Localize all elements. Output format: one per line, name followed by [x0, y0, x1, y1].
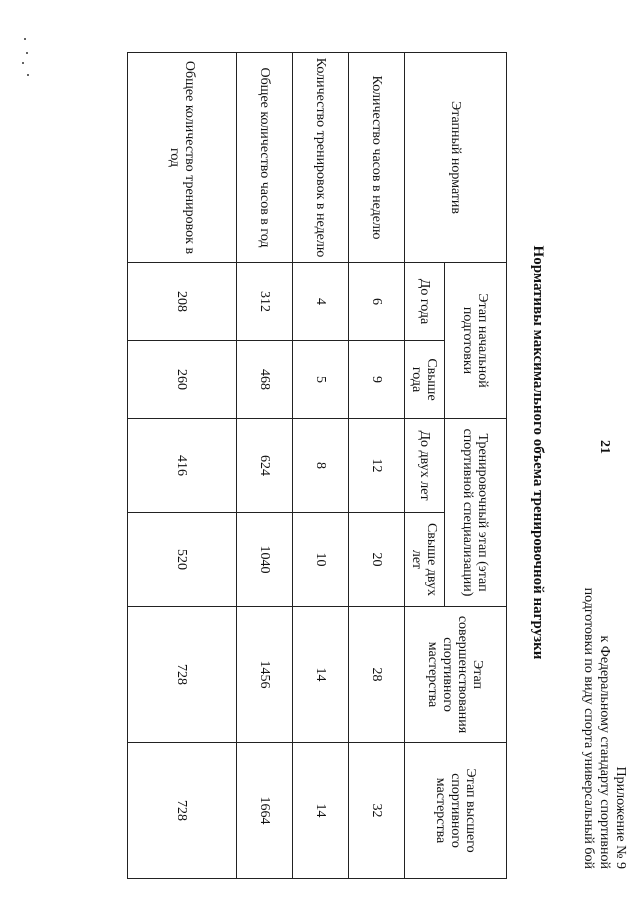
subheader-initial-2: Свыше года — [405, 341, 445, 419]
page-number: 21 — [597, 440, 612, 454]
table-row — [292, 53, 348, 879]
table-cell: 9 — [348, 341, 404, 419]
table-cell: 4 — [292, 263, 348, 341]
table-cell: 624 — [236, 419, 292, 513]
subheader-training-2: Свыше двух лет — [405, 513, 445, 607]
table-cell: 1040 — [236, 513, 292, 607]
row-label: Общее количество часов в год — [236, 53, 292, 263]
table-cell: 5 — [292, 341, 348, 419]
subheader-training-1: До двух лет — [405, 419, 445, 513]
header-stage-initial: Этап начальной подготовки — [445, 263, 507, 419]
header-stage-improvement: Этап совершенствования спортивного мастерства — [405, 607, 507, 743]
table-cell: 8 — [292, 419, 348, 513]
page-title: Нормативы максимального объема тренировочной нагрузки — [530, 245, 546, 660]
table-cell: 1664 — [236, 743, 292, 879]
table-cell: 728 — [128, 743, 237, 879]
table-cell: 10 — [292, 513, 348, 607]
table-cell: 1456 — [236, 607, 292, 743]
table-cell: 14 — [292, 607, 348, 743]
appendix-line: Приложение № 9 — [613, 766, 628, 869]
header-stage-highest: Этап высшего спортивного мастерства — [405, 743, 507, 879]
table-row — [128, 53, 237, 879]
training-load-table — [127, 52, 507, 879]
subheader-initial-1: До года — [405, 263, 445, 341]
table-cell: 14 — [292, 743, 348, 879]
row-label: Количество тренировок в неделю — [292, 53, 348, 263]
row-label: Общее количество тренировок в год — [128, 53, 237, 263]
table-cell: 32 — [348, 743, 404, 879]
table-cell: 312 — [236, 263, 292, 341]
appendix-line: к Федеральному стандарту спортивной — [597, 635, 612, 869]
table-cell: 520 — [128, 513, 237, 607]
table-cell: 728 — [128, 607, 237, 743]
table-cell: 6 — [348, 263, 404, 341]
appendix-note — [580, 588, 628, 869]
table-cell: 260 — [128, 341, 237, 419]
table-row — [348, 53, 404, 879]
appendix-line: подготовки по виду спорта универсальный бой — [581, 587, 596, 869]
table-row — [236, 53, 292, 879]
table-cell: 12 — [348, 419, 404, 513]
header-row — [445, 53, 507, 879]
table-cell: 468 — [236, 341, 292, 419]
table-cell: 416 — [128, 419, 237, 513]
header-stage-training: Тренировочный этап (этап спортивной специализации) — [445, 419, 507, 607]
table-cell: 20 — [348, 513, 404, 607]
table-cell: 28 — [348, 607, 404, 743]
row-label: Количество часов в неделю — [348, 53, 404, 263]
table-cell: 208 — [128, 263, 237, 341]
header-first-col: Этапный норматив — [405, 53, 507, 263]
